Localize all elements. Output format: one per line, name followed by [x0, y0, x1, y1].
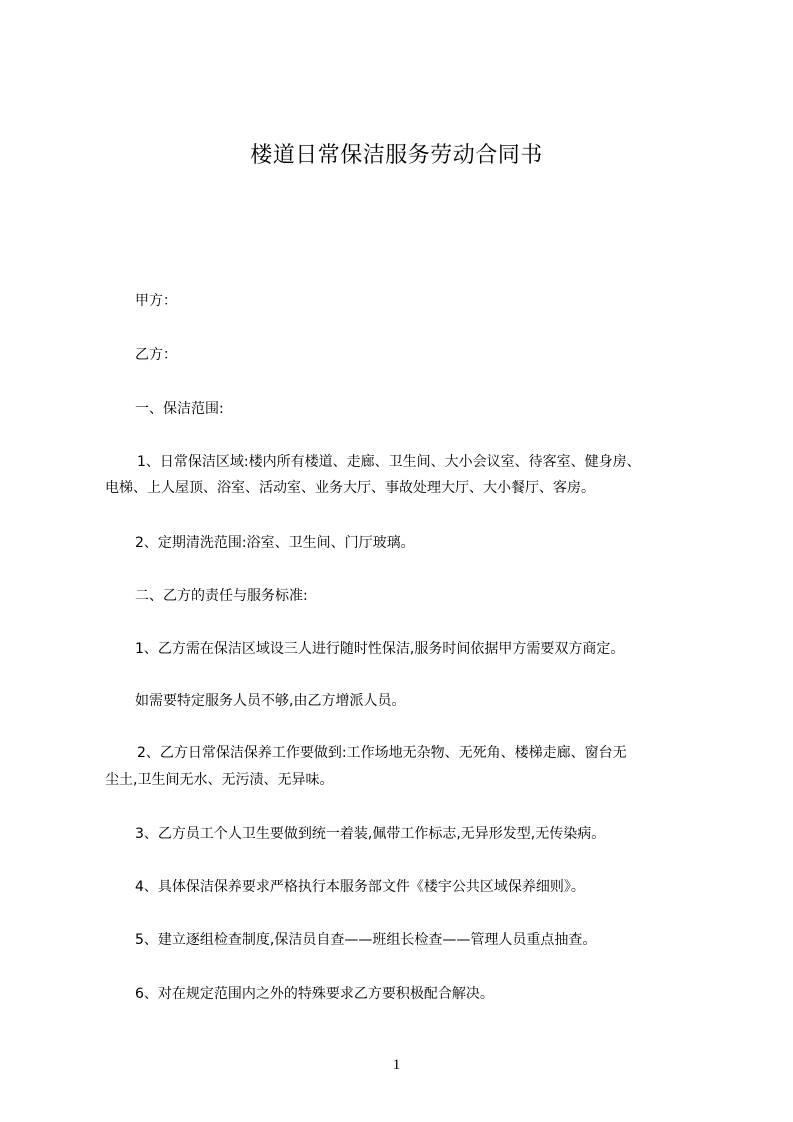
duty-item-4: 4、具体保洁保养要求严格执行本服务部文件《楼宇公共区域保养细则》。 — [135, 879, 585, 895]
party-b-label: 乙方： — [135, 347, 177, 363]
scope-item-2: 2、定期清洗范围:浴室、卫生间、门厅玻璃。 — [135, 535, 415, 551]
duty-item-2-line-2: 尘土,卫生间无水、无污渍、无异味。 — [105, 772, 334, 788]
party-a-label: 甲方： — [135, 293, 177, 309]
scope-item-1-line-1: 1、日常保洁区域:楼内所有楼道、走廊、卫生间、大小会议室、待客室、健身房、 — [137, 454, 641, 470]
section-heading-scope: 一、保洁范围: — [135, 401, 224, 417]
duty-item-2-line-1: 2、乙方日常保洁保养工作要做到:工作场地无杂物、无死角、楼梯走廊、窗台无 — [137, 745, 627, 761]
document-title: 楼道日常保洁服务劳动合同书 — [250, 143, 543, 168]
duty-item-5: 5、建立逐组检查制度,保洁员自查——班组长检查——管理人员重点抽查。 — [135, 932, 597, 948]
page-number: 1 — [392, 1057, 401, 1073]
duty-item-1-note: 如需要特定服务人员不够,由乙方增派人员。 — [135, 693, 406, 709]
scope-item-1-line-2: 电梯、上人屋顶、浴室、活动室、业务大厅、事故处理大厅、大小餐厅、客房。 — [105, 480, 595, 496]
section-heading-duties: 二、乙方的责任与服务标准: — [135, 588, 308, 604]
duty-item-1: 1、乙方需在保洁区域设三人进行随时性保洁,服务时间依据甲方需要双方商定。 — [135, 641, 625, 657]
duty-item-3: 3、乙方员工个人卫生要做到统一着装,佩带工作标志,无异形发型,无传染病。 — [135, 826, 606, 842]
duty-item-6: 6、对在规定范围内之外的特殊要求乙方要积极配合解决。 — [135, 986, 494, 1002]
